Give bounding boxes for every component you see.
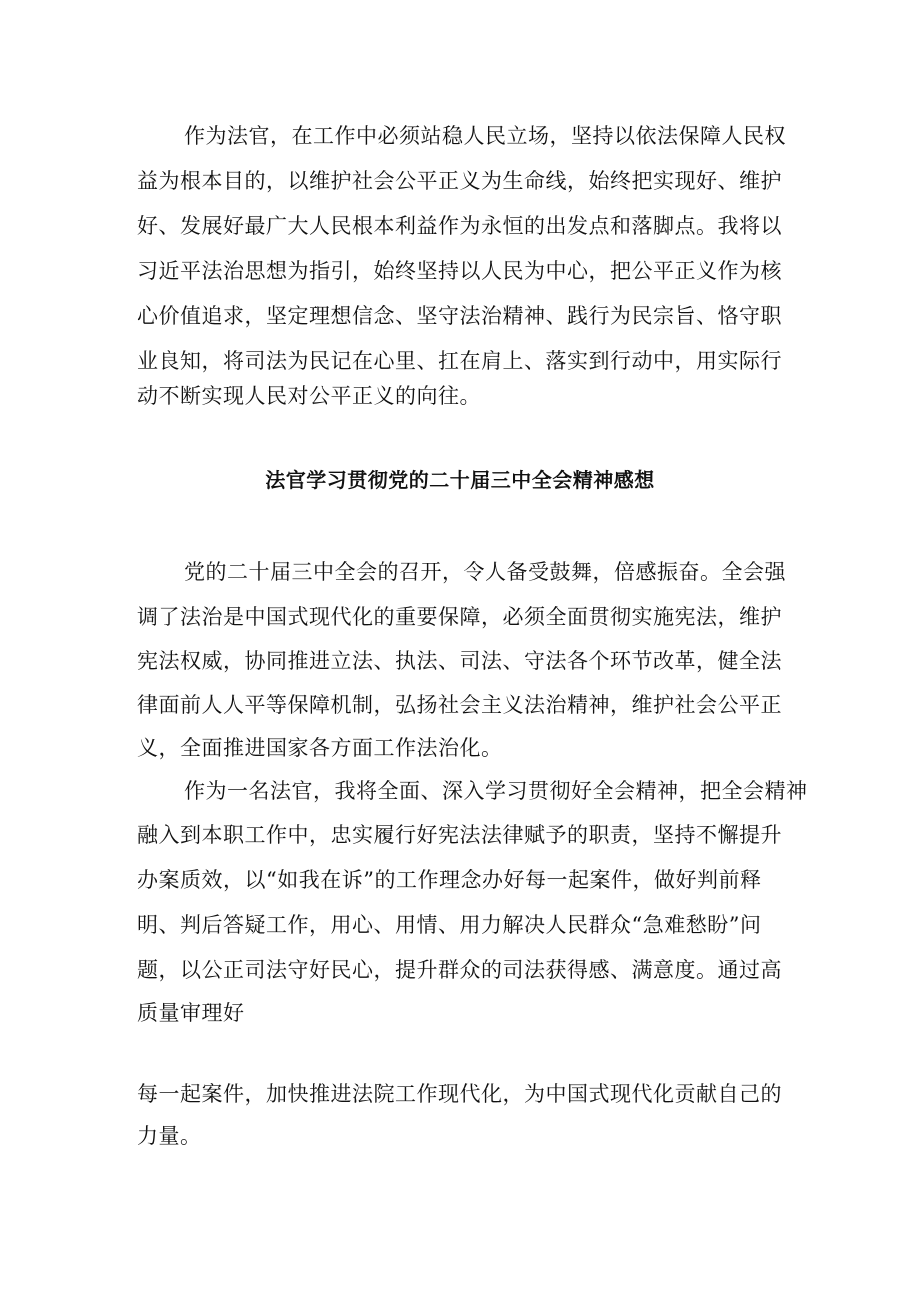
paragraph-line: 动不断实现人民对公平正义的向往。 <box>137 384 481 408</box>
paragraph-line: 每一起案件，加快推进法院工作现代化，为中国式现代化贡献自己的 <box>137 1082 782 1106</box>
paragraph-line: 益为根本目的，以维护社会公平正义为生命线，始终把实现好、维护 <box>137 169 782 193</box>
paragraph-line: 心价值追求，坚定理想信念、坚守法治精神、践行为民宗旨、恪守职 <box>137 304 782 328</box>
paragraph-line: 作为法官，在工作中必须站稳人民立场，坚持以依法保障人民权 <box>184 124 786 148</box>
paragraph-line: 党的二十届三中全会的召开，令人备受鼓舞，倍感振奋。全会强 <box>184 560 786 584</box>
paragraph-line: 业良知，将司法为民记在心里、扛在肩上、落实到行动中，用实际行 <box>137 349 782 373</box>
paragraph-line: 调了法治是中国式现代化的重要保障，必须全面贯彻实施宪法，维护 <box>137 605 782 629</box>
paragraph-line: 律面前人人平等保障机制，弘扬社会主义法治精神，维护社会公平正 <box>137 693 782 717</box>
paragraph-line: 义，全面推进国家各方面工作法治化。 <box>137 736 503 760</box>
paragraph-line: 习近平法治思想为指引，始终坚持以人民为中心，把公平正义作为核 <box>137 259 782 283</box>
paragraph-line: 宪法权威，协同推进立法、执法、司法、守法各个环节改革，健全法 <box>137 649 782 673</box>
paragraph-line: 融入到本职工作中，忠实履行好宪法法律赋予的职责，坚持不懈提升 <box>137 823 782 847</box>
section-heading: 法官学习贯彻党的二十届三中全会精神感想 <box>265 468 655 492</box>
paragraph-line: 明、判后答疑工作，用心、用情、用力解决人民群众“急难愁盼”问 <box>137 913 762 937</box>
paragraph-line: 题，以公正司法守好民心，提升群众的司法获得感、满意度。通过高 <box>137 958 782 982</box>
paragraph-line: 作为一名法官，我将全面、深入学习贯彻好全会精神，把全会精神 <box>184 779 808 803</box>
paragraph-line: 好、发展好最广大人民根本利益作为永恒的出发点和落脚点。我将以 <box>137 214 782 238</box>
paragraph-line: 力量。 <box>137 1124 202 1148</box>
paragraph-line: 办案质效，以“如我在诉”的工作理念办好每一起案件，做好判前释 <box>137 868 762 892</box>
paragraph-line: 质量审理好 <box>137 1001 245 1025</box>
